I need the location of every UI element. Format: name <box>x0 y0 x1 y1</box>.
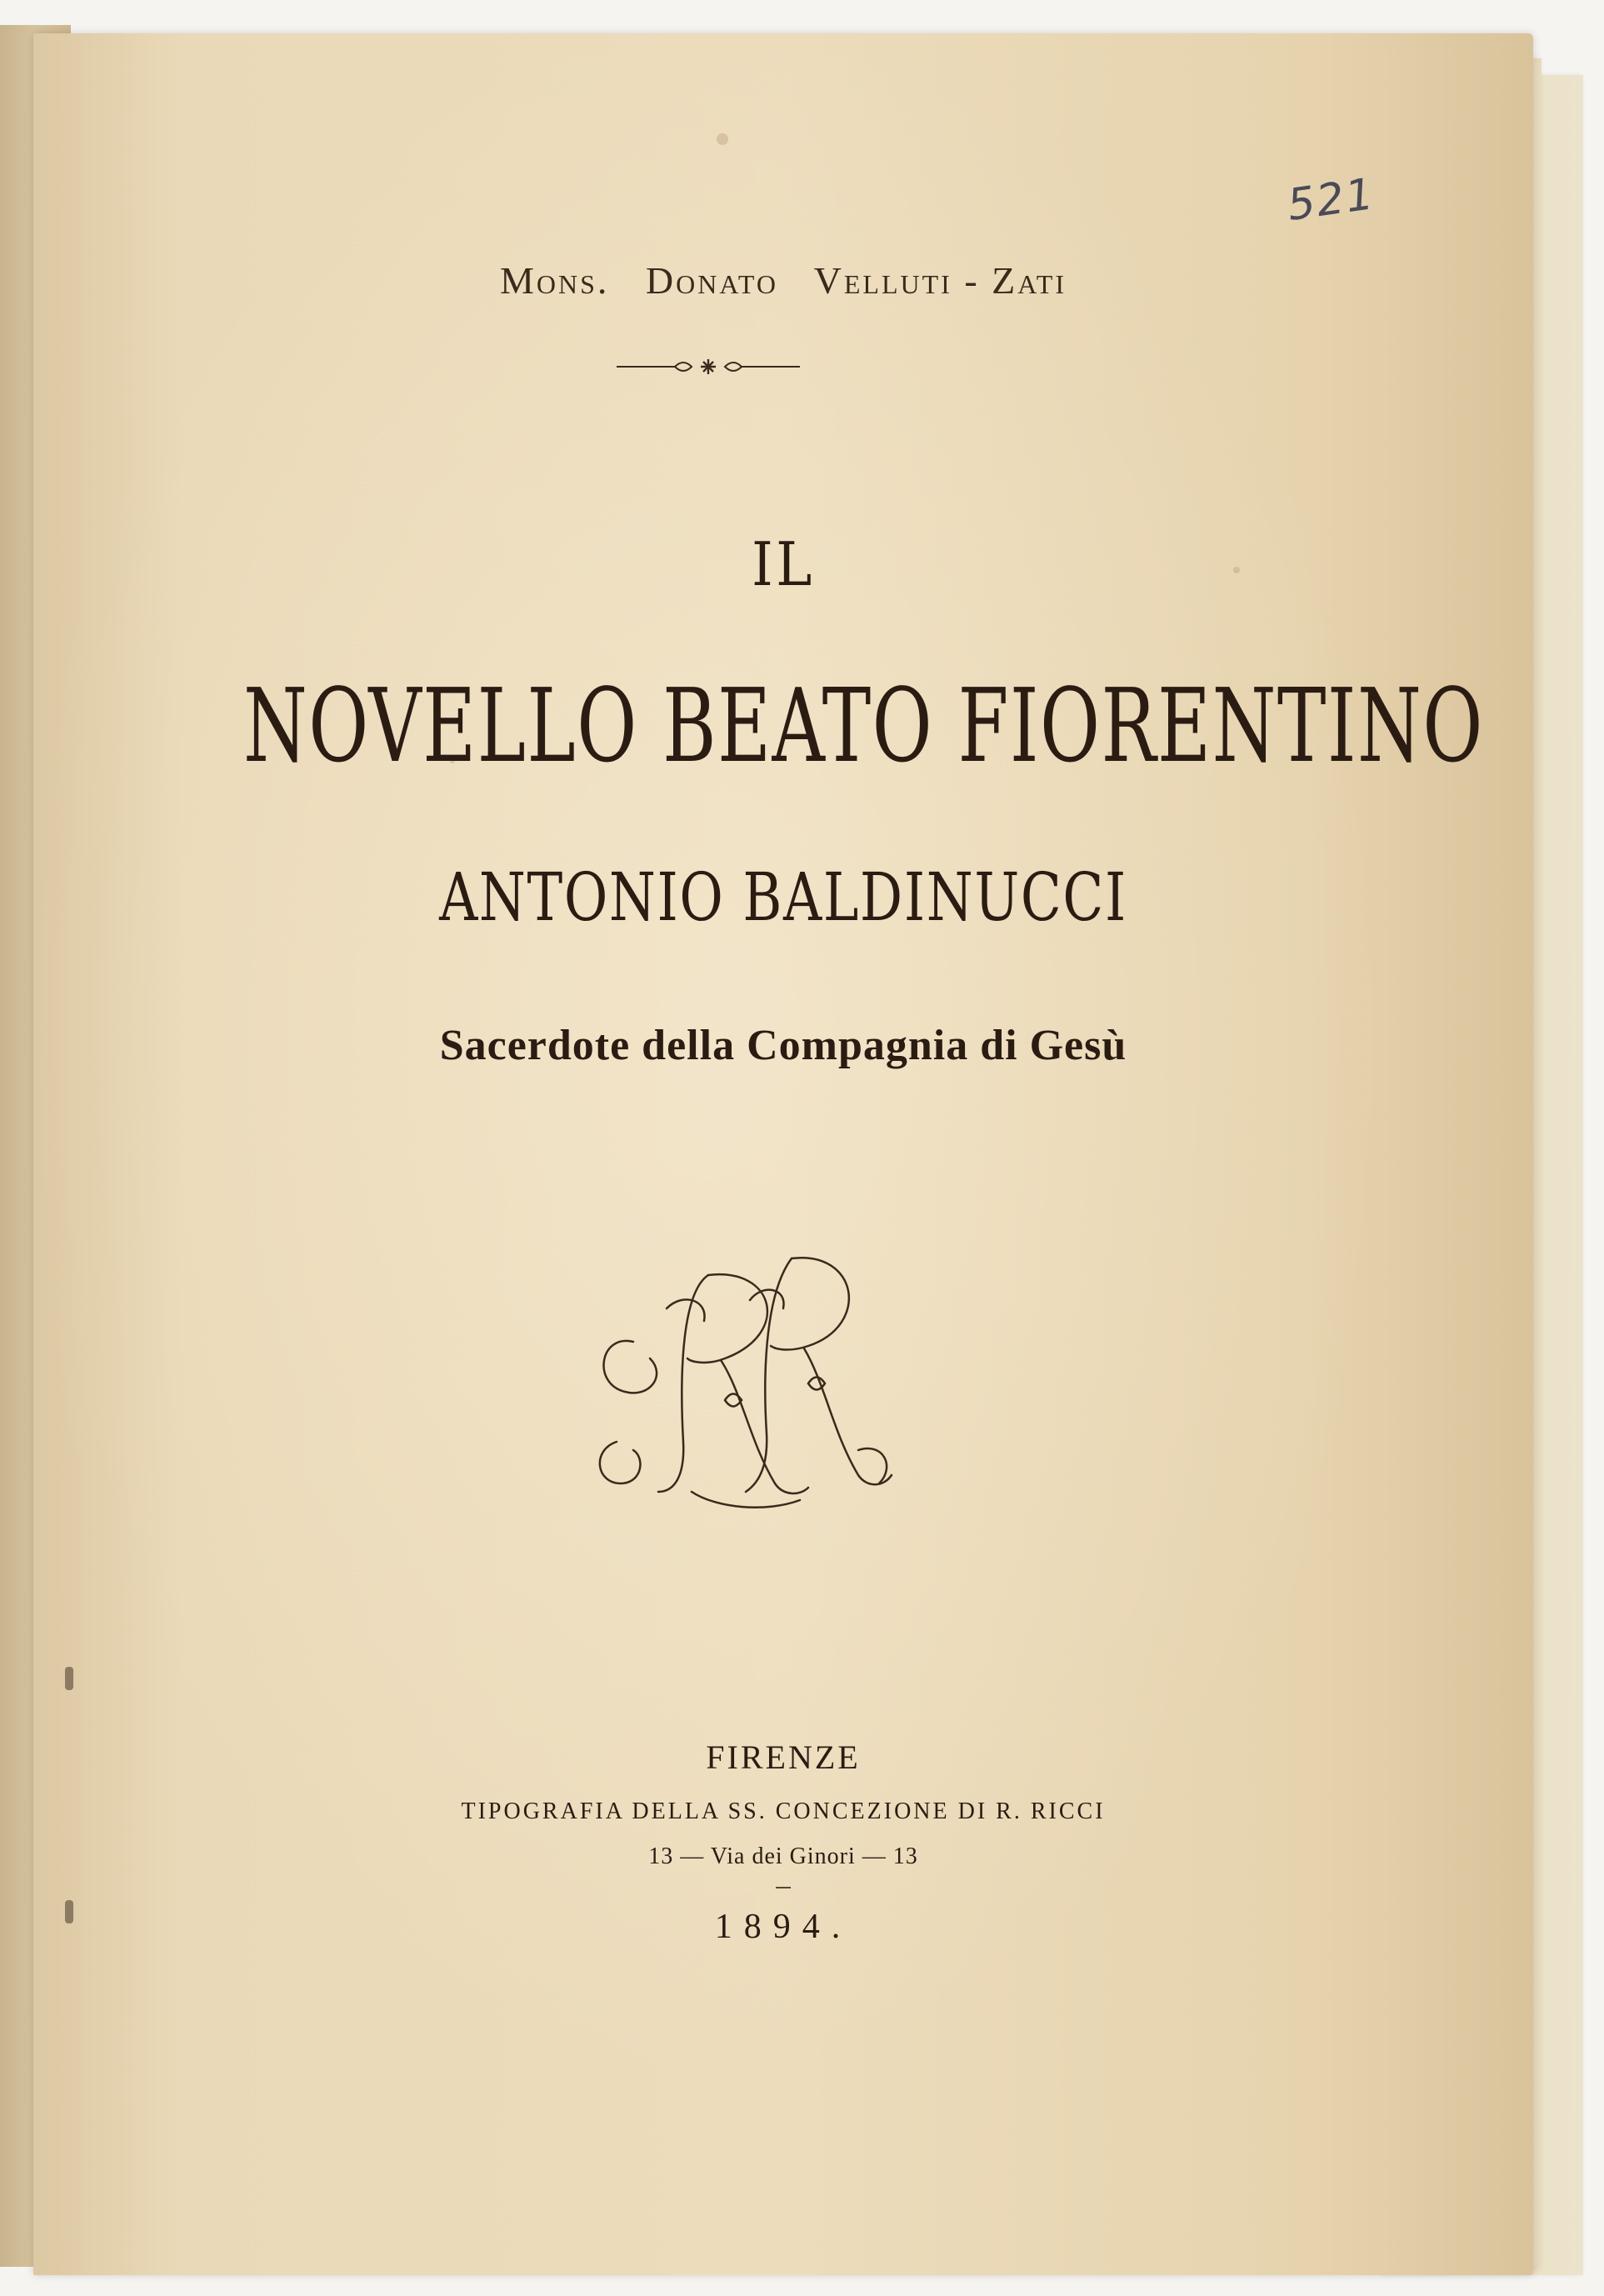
handwritten-shelfmark: 521 <box>1284 168 1378 232</box>
title-page <box>33 33 1533 2275</box>
author-line <box>33 258 1533 303</box>
title-line-il: IL <box>752 529 815 599</box>
subject-name: ANTONIO BALDINUCCI <box>439 858 1127 936</box>
author-first-name: Donato <box>645 259 778 302</box>
imprint-address: 13 — Via dei Ginori — 13 <box>648 1843 918 1869</box>
imprint-year: 1894. <box>714 1908 852 1946</box>
imprint-separator <box>776 1887 791 1888</box>
rr-monogram-icon <box>583 1242 900 1517</box>
subtitle: Sacerdote della Compagnia di Gesù <box>439 1022 1127 1069</box>
author-surname: Velluti - Zati <box>813 259 1067 302</box>
imprint-printer: TIPOGRAFIA DELLA SS. CONCEZIONE DI R. RICCI <box>461 1798 1106 1824</box>
imprint-city: FIRENZE <box>706 1738 861 1776</box>
fleuron-divider-icon <box>617 354 800 379</box>
title-main: NOVELLO BEATO FIORENTINO <box>243 667 1484 785</box>
author-prefix: Mons. <box>499 259 610 302</box>
title-page-content <box>33 33 1533 2275</box>
